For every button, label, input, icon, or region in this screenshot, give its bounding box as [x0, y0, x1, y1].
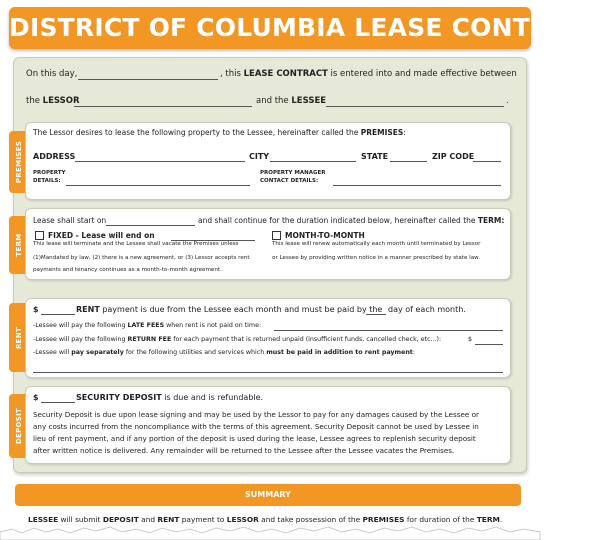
premises-description — [33, 129, 406, 137]
torn-paper-edge — [0, 522, 540, 540]
rent-label: RENT — [76, 305, 100, 314]
late-fees-label: LATE FEES — [127, 322, 165, 329]
zip-label: ZIP CODE — [432, 152, 475, 161]
utilities-field[interactable] — [33, 372, 503, 373]
deposit-dollar: $ — [33, 393, 39, 402]
sep-text: -Lessee will — [33, 349, 72, 356]
late-fee-field[interactable] — [274, 330, 503, 331]
month-to-month-label: MONTH-TO-MONTH — [285, 231, 365, 240]
lessor-field[interactable] — [74, 106, 252, 107]
deposit-amount-field[interactable] — [41, 402, 75, 403]
term-tab-label: TERM — [15, 233, 23, 257]
city-label: CITY — [249, 152, 270, 161]
security-deposit-label: SECURITY DEPOSIT — [76, 393, 162, 402]
summary-bar — [15, 484, 521, 506]
intro-lease-contract: LEASE CONTRACT — [243, 69, 328, 79]
premises-desc-text: The Lessor desires to lease the following property to the Lessee, hereinafter called the — [33, 128, 361, 137]
rent-text: payment is due from the Lessee each month and must be paid by the — [99, 305, 383, 314]
deposit-text: is due and is refundable. — [161, 393, 264, 402]
sep-text: : — [412, 349, 415, 356]
premises-tab-label: PREMISES — [15, 140, 23, 184]
term-start-bold: TERM: — [477, 216, 505, 225]
property-details-label-1: PROPERTY — [33, 170, 66, 176]
term-start-text: and shall continue for the duration indicated below, hereinafter called the — [198, 216, 478, 225]
month-to-month-checkbox[interactable] — [272, 231, 281, 240]
term-start-field[interactable] — [106, 225, 195, 226]
summary-text: for duration of the — [404, 515, 477, 524]
return-text: -Lessee will pay the following — [33, 336, 128, 343]
fixed-desc-3: payments and tenancy continues as a month-to-month agreement. — [33, 267, 222, 273]
return-text: for each payment that is returned unpaid (insufficient funds, cancelled check, etc...): — [171, 336, 442, 343]
intro-line-2b — [256, 97, 326, 106]
intro-line-2 — [26, 97, 80, 106]
intro-text: is entered into and made effective between — [327, 69, 517, 79]
summary-bold: DEPOSIT — [102, 515, 139, 524]
lessee-label: LESSEE — [291, 96, 327, 106]
date-field[interactable] — [78, 79, 218, 80]
document-title: DISTRICT OF COLUMBIA LEASE CONTRACT — [9, 7, 531, 49]
separate-pay-line — [33, 350, 415, 356]
intro-line-1b — [220, 70, 517, 79]
summary-bold: LESSEE — [28, 515, 59, 524]
deposit-paragraph-3: lieu of rent payment, and if any portion of the deposit is used during the lease, Lessee agrees to replenish security deposit — [33, 434, 476, 443]
premises-desc-bold: PREMISES — [360, 128, 404, 137]
fixed-desc-2: (1)Mandated by law, (2) there is a new agreement, or (3) Lessor accepts rent — [33, 255, 250, 261]
property-details-label-2: DETAILS: — [33, 178, 61, 184]
summary-bold: TERM — [476, 515, 500, 524]
summary-bold: RENT — [157, 515, 180, 524]
state-label: STATE — [361, 152, 389, 161]
sep-text: for the following utilities and services which — [123, 349, 267, 356]
lessor-label: LESSOR — [42, 96, 80, 106]
deposit-paragraph-4: after written notice is delivered. Any remainder will be returned to the Lessee after the Lessee vacates the Premises. — [33, 446, 455, 455]
rent-day-field[interactable] — [366, 314, 386, 315]
intro-on-this-day: On this day, — [26, 69, 78, 79]
summary-title: SUMMARY — [245, 490, 291, 499]
summary-text: will submit — [58, 515, 103, 524]
late-fee-line — [33, 323, 261, 329]
premises-desc-text: : — [403, 128, 406, 137]
m2m-desc-1: This lease will renew automatically each month until terminated by Lessor — [272, 241, 481, 247]
rent-day-text: day of each month. — [388, 305, 466, 314]
deposit-paragraph-2: any costs incurred from the noncompliance with the terms of this agreement. Security Deposit cannot be used by Lessee in — [33, 422, 479, 431]
late-text: -Lessee will pay the following — [33, 322, 128, 329]
city-field[interactable] — [270, 161, 356, 162]
rent-dollar: $ — [33, 305, 39, 314]
property-details-field[interactable] — [66, 185, 250, 186]
return-fee-field[interactable] — [475, 344, 503, 345]
return-fee-label: RETURN FEE — [127, 336, 172, 343]
return-fee-line — [33, 337, 441, 343]
manager-field[interactable] — [333, 185, 501, 186]
late-text: when rent is not paid on time: — [164, 322, 262, 329]
address-field[interactable] — [75, 161, 245, 162]
return-fee-dollar: $ — [468, 336, 473, 343]
sep-bold: pay separately — [71, 349, 124, 356]
intro-text: the — [26, 96, 43, 106]
rent-sentence — [76, 306, 382, 314]
m2m-desc-2: or Lessee by providing written notice in a manner prescribed by state law. — [272, 255, 480, 261]
intro-period: . — [506, 96, 509, 106]
address-label: ADDRESS — [33, 152, 76, 161]
deposit-tab-label: DEPOSIT — [15, 407, 23, 445]
summary-bold: LESSOR — [226, 515, 259, 524]
summary-text: and take possession of the — [258, 515, 363, 524]
fixed-label: FIXED - Lease will end on — [48, 231, 155, 240]
zip-field[interactable] — [473, 161, 501, 162]
rent-tab-label: RENT — [15, 326, 23, 349]
fixed-checkbox[interactable] — [35, 231, 44, 240]
summary-bold: PREMISES — [362, 515, 405, 524]
state-field[interactable] — [390, 161, 427, 162]
manager-label-2: CONTACT DETAILS: — [260, 178, 319, 184]
fixed-desc-1: This lease will terminate and the Lessee shall vacate the Premises unless — [33, 241, 239, 247]
term-start-a: Lease shall start on — [33, 216, 107, 225]
sep-bold: must be paid in addition to rent payment — [266, 349, 413, 356]
manager-label-1: PROPERTY MANAGER — [260, 170, 326, 176]
intro-line-1 — [26, 70, 77, 79]
intro-text: and the — [256, 96, 292, 106]
term-start-b — [198, 217, 504, 225]
summary-text: and — [138, 515, 158, 524]
intro-text: , this — [220, 69, 244, 79]
deposit-paragraph-1: Security Deposit is due upon lease signing and may be used by the Lessor to pay for any damages caused by the Lessee or — [33, 410, 479, 419]
summary-text: payment to — [179, 515, 227, 524]
summary-text: . — [499, 515, 503, 524]
rent-amount-field[interactable] — [41, 314, 75, 315]
lessee-field[interactable] — [326, 106, 504, 107]
deposit-title-line — [76, 394, 263, 402]
